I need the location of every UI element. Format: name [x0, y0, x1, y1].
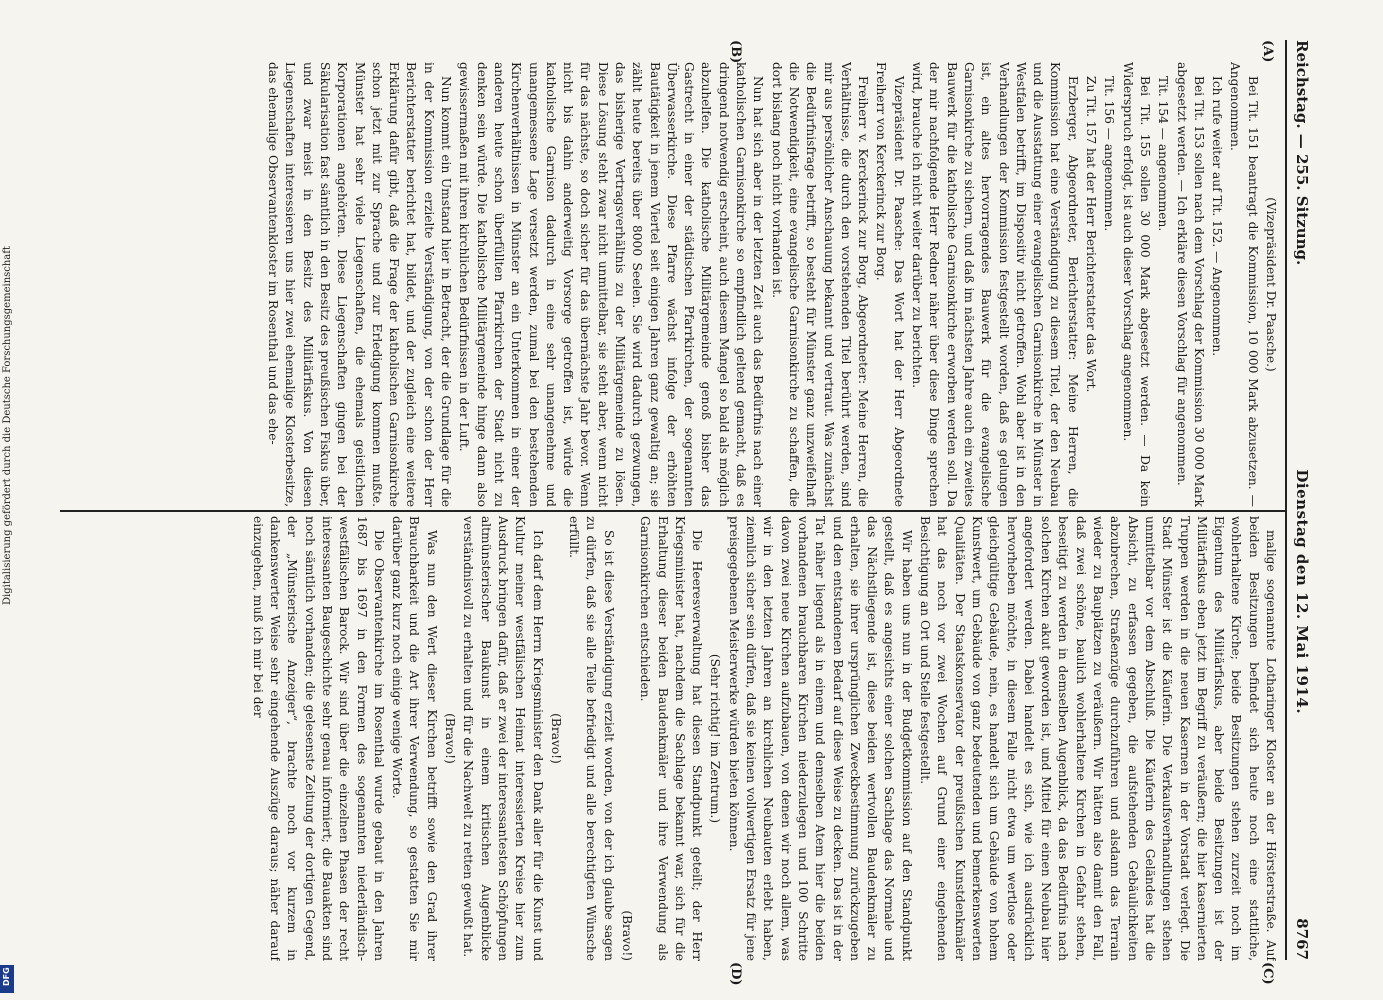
paragraph: Bei Tit. 155 sollen 30 000 Mark abgesetzt werden. — Da kein Widerspruch erfolgt, ist auch dieser Vorschlag angenommen. — [1120, 62, 1152, 507]
paragraph: Vizepräsident Dr. Paasche: Das Wort hat der Herr Abgeordnete Freiherr von Kerckerinck zur Borg. — [874, 62, 906, 507]
paragraph: (Bravo!) — [620, 910, 635, 961]
paragraph: Erzberger, Abgeordneter, Berichterstatter: Meine Herren, die Kommission hat eine Verständigung zu diesem Titel, der den Neubau und die Ausstattung einer evangelischen Garnisonkirche in Münster in Westfalen betrifft, im Dispositiv nicht getroffen. Wohl aber ist in den Verhandlungen der Kommission festgestellt worden, daß es gelungen ist, ein altes hervorragendes Bauwerk für die evangelische Garnisonkirche zu sichern, und daß im nächsten Jahre auch ein zweites Bauwerk für die katholische Garnisonkirche erworben werden soll. Da der mir nachfolgende Herr Redner näher über diese Dinge sprechen wird, brauche ich nicht weiter darüber zu berichten. — [910, 62, 1080, 507]
paragraph: (Vizepräsident Dr. Paasche.) — [1264, 197, 1278, 372]
margin-marker-d: (D) — [728, 962, 743, 986]
paragraph: (Bravo!) — [443, 713, 458, 764]
paragraph: Tit. 156 — angenommen. — [1102, 76, 1117, 232]
paragraph: Ich rufe weiter auf Tit. 152. — Angenommen. — [1210, 76, 1225, 357]
header-rule — [1285, 40, 1287, 960]
paragraph: Die Heeresverwaltung hat diesen Standpunkt geteilt; der Herr Kriegsminister hat, nachdem die Sachlage bekannt war, sich für die Erhaltung dieser beiden Baudenkmäler und ihre Verwendung als Garnisonkirchen entschieden. — [638, 516, 705, 961]
digitization-credit: Digitalisierung gefördert durch die Deutsche Forschungsgemeinschaft — [2, 246, 13, 605]
page-number: 8767 — [1293, 918, 1311, 960]
right-column — [30, 516, 1279, 961]
header-left: Reichstag. — 255. Sitzung. — [1293, 40, 1311, 266]
page-header — [1293, 40, 1323, 960]
margin-marker-c: (C) — [1260, 962, 1275, 985]
column-divider — [60, 510, 1285, 512]
dfg-logo-text: DFG — [2, 967, 11, 986]
dfg-logo — [0, 965, 14, 993]
margin-marker-a: (A) — [1260, 40, 1275, 63]
paragraph: Die Observantenkirche im Rosenthal wurde gebaut in den Jahren 1687 bis 1697 in den Formen des sogenannten niederländisch-westfälischen Barock. Wir sind über die einzelnen Phasen der recht interessanten Baugeschichte sehr genau informiert; die Bauakten sind noch sämtlich vorhanden; die gelesenste Zeitung der dortigen Gegend, der „Münsterische Anzeiger“, brachte noch vor kurzem in dankenswerter Weise sehr eingehende Auszüge daraus; näher darauf einzugehen, muß ich mir bei der — [250, 516, 386, 961]
paragraph: Ich darf dem Herrn Kriegsminister den Dank aller für die Kunst und Kultur meiner westfälischen Heimat interessierten Kreise hier zum Ausdruck bringen dafür, daß er zwei der interessantesten Schöpfungen altmünsterischer Baukunst in einem kritischen Augenblicke verständnisvoll zu erhalten und für die Nachwelt zu retten gewußt hat. — [461, 516, 545, 961]
paragraph: Freiherr v. Kerckerinck zur Borg, Abgeordneter: Meine Herren, die Verhältnisse, die durch den vorstehenden Titel berührt werden, sind mir aus persönlicher Anschauung bekannt und vertraut. Was zunächst die Bedürfnisfrage betrifft, so besteht für Münster ganz unzweifelhaft die Notwendigkeit, eine evangelische Garnisonkirche zu schaffen, die dort bislang noch nicht vorhanden ist. — [769, 62, 871, 507]
paragraph: Wir haben uns nun in der Budgetkommission auf den Standpunkt gestellt, daß es angesichts einer solchen Sachlage das Normale und das Nächstliegende ist, diese beiden wertvollen Baudenkmäler zu erhalten, sie ihrer ursprünglichen Zweckbestimmung zurückzugeben und den entstandenen Bedarf auf diese Weise zu decken. Das ist in der Tat näher liegend als in einem und demselben Atem hier die beiden vorhandenen brauchbaren Kirchen niederzulegen und 100 Schritte davon zwei neue Kirchen aufzubauen, von denen wir noch allem, was wir in den letzten Jahren an kirchlichen Neubauten erlebt haben, ziemlich sicher sein dürfen, daß sie keinen vollwertigen Ersatz für jene preisgegebenen Meisterwerke würden bieten können. — [726, 516, 914, 961]
paragraph: Bei Tit. 151 beantragt die Kommission, 10 000 Mark abzusetzen. — Angenommen. — [1228, 62, 1260, 507]
paragraph: malige sogenannte Lotharinger Kloster an der Hörsterstraße. Auf beiden Besitzungen befindet sich heute noch eine stattliche, wohlerhaltene Kirche; beide Besitzungen stehen zurzeit noch im Eigentum des Militärfiskus, aber beide Besitzungen ist der Militärfiskus eben jetzt im Begriff zu veräußern; die hier kasernierten Truppen werden in die neuen Kasernen in der Vorstadt verlegt. Die Stadt Münster ist die Käuferin. Die Verkaufsverhandlungen stehen unmittelbar vor dem Abschluß. Die Käuferin des Geländes hat die Absicht, zu erfassen gegeben, die aufstehenden Gebäulichkeiten abzubrechen, Straßenzüge durchzuführen und alsdann das Terrain wieder zu Bauplätzen zu veräußern. Wir hätten also damit den Fall, daß zwei schöne, baulich wohlerhaltene Kirchen in Gefahr stehen, beseitigt zu werden in demselben Augenblick, da das Bedürfnis nach solchen Kirchen akut geworden ist, und Mittel für einen Neubau hier angefordert werden. Dabei handelt es sich, wie ich ausdrücklich hervorheben möchte, in diesem Falle nicht etwa um wertlose oder gleichgültige Gebäude, nein, es handelt sich um Gebäude von hohem Kunstwert, um Gebäude von ganz bedeutenden und bemerkenswerten Qualitäten. Der Staatskonservator der preußischen Kunstdenkmäler hat das noch vor zwei Wochen auf Grund einer eingehenden Besichtigung an Ort und Stelle festgestellt. — [918, 516, 1278, 961]
paragraph: So ist diese Verständigung erzielt worden, von der ich glaube sagen zu dürfen, daß sie alle Teile befriedigt und alle berechtigten Wünsche erfüllt. — [567, 516, 616, 961]
paragraph: Nun kommt ein Umstand hier in Betracht, der die Grundlage für die in der Kommission erzielte Verständigung, von der schon der Herr Berichterstatter berichtet hat, bildet, und der zugleich eine weitere Erklärung dafür gibt, daß die Frage der katholischen Garnisonkirche schon jetzt mit zur Sprache und zur Erledigung kommen mußte. Münster hat sehr viele Liegenschaften, die ehemals geistlichen Korporationen angehörten. Diese Liegenschaften gingen bei der Säkularisation fast sämtlich in den Besitz des preußischen Fiskus über, und zwar meist in den Besitz des Militärfiskus. Von diesen Liegenschaften interessieren uns hier zwei ehemalige Klosterbesitze, das ehemalige Observantenkloster im Rosenthal und das ehe- — [266, 62, 454, 507]
paragraph: Bei Tit. 153 sollen nach dem Vorschlag der Kommission 30 000 Mark abgesetzt werden. — Ich erkläre diesen Vorschlag für angenommen. — [1174, 62, 1206, 507]
header-date: Dienstag den 12. Mai 1914. — [1293, 469, 1311, 715]
paragraph: (Bravo!) — [548, 713, 563, 764]
left-column — [30, 62, 1279, 507]
paragraph: (Sehr richtig! im Zentrum.) — [708, 653, 723, 824]
paragraph: Zu Tit. 157 hat der Herr Berichterstatter das Wort. — [1084, 76, 1099, 393]
paragraph: Nun hat sich aber in der letzten Zeit auch das Bedürfnis nach einer katholischen Garnisonkirche so empfindlich geltend gemacht, daß es dringend notwendig erscheint, auch diesem Mangel so bald als möglich abzuhelfen. Die katholische Militärgemeinde genoß bisher das Gastrecht in einer der städtischen Pfarrkirchen, der sogenannten Überwasserkirche. Diese Pfarre wächst infolge der erhöhten Bautätigkeit in jenem Viertel seit einigen Jahren ganz gewaltig an; sie zählt heute bereits über 8000 Seelen. Sie wird dadurch gezwungen, das bisherige Vertragsverhältnis zu der Militärgemeinde zu lösen. Diese Lösung steht zwar nicht unmittelbar, sie steht aber, wenn nicht für das nächste, so doch sicher für das übernächste Jahr bevor. Wenn nicht bis dahin anderweitig Vorsorge getroffen ist, würde die katholische Garnison dadurch in eine sehr unangenehme und unangemessene Lage versetzt werden, zumal bei den bestehenden Kirchenverhältnissen in Münster an ein Unterkommen in einer der anderen heute schon überfüllten Pfarrkirchen der Stadt nicht zu denken sein würde. Die katholische Militärgemeinde hinge dann also gewissermaßen mit ihren kirchlichen Bedürfnissen in der Luft. — [457, 62, 766, 507]
paragraph: Was nun den Wert dieser Kirchen betrifft sowie den Grad ihrer Brauchbarkeit und die Art ihrer Verwendung, so gestatten Sie mir darüber ganz kurz noch einige wenige Worte. — [390, 516, 439, 961]
margin-marker-b: (B) — [728, 40, 743, 64]
paragraph: Tit. 154 — angenommen. — [1156, 76, 1171, 232]
